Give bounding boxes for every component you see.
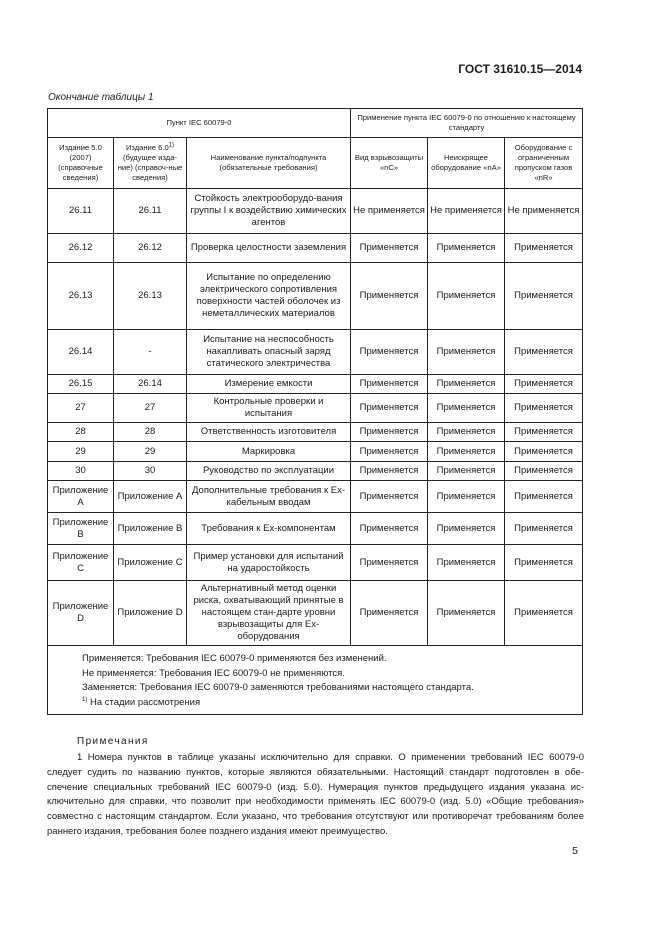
cell-clause-name: Измерение емкости [187, 375, 351, 394]
cell-clause-name: Дополнительные требования к Ex-кабельным вводам [187, 481, 351, 513]
cell-edition-6: - [114, 330, 187, 375]
table-caption: Окончание таблицы 1 [48, 92, 154, 103]
cell-edition-5: 26.14 [48, 330, 114, 375]
legend-replaced: Заменяется: Требования IEC 60079-0 заменяются требованиями настоящего стандарта. [82, 682, 474, 693]
footnote-text: На стадии рассмотрения [87, 696, 201, 708]
table-row [48, 330, 583, 375]
cell-nA: Применяется [428, 513, 505, 545]
cell-edition-5: 26.13 [48, 263, 114, 330]
cell-nR: Применяется [505, 375, 583, 394]
cell-nC: Применяется [351, 263, 428, 330]
cell-nA: Применяется [428, 330, 505, 375]
edition-6-rest: (будущее изда-ние) (справоч-ные сведения) [117, 153, 183, 182]
cell-nC: Применяется [351, 234, 428, 263]
table-row [48, 234, 583, 263]
header-group-clause: Пункт IEC 60079-0 [48, 109, 351, 138]
cell-edition-6: 26.13 [114, 263, 187, 330]
cell-nA: Применяется [428, 462, 505, 481]
cell-nA: Применяется [428, 545, 505, 581]
cell-edition-6: 30 [114, 462, 187, 481]
cell-nR: Применяется [505, 234, 583, 263]
footnote [82, 696, 582, 711]
cell-nA: Применяется [428, 375, 505, 394]
cell-nC: Применяется [351, 375, 428, 394]
table-row [48, 481, 583, 513]
cell-edition-6: Приложение C [114, 545, 187, 581]
table-legend [48, 646, 583, 715]
header-edition-5: Издание 5.0 (2007) (справочные сведения) [48, 138, 114, 189]
cell-edition-5: Приложение B [48, 513, 114, 545]
table-row [48, 462, 583, 481]
cell-nA: Применяется [428, 394, 505, 423]
cell-nA: Применяется [428, 581, 505, 646]
cell-edition-5: 27 [48, 394, 114, 423]
cell-nC: Применяется [351, 481, 428, 513]
cell-edition-6: 28 [114, 423, 187, 442]
header-nC: Вид взрывозащиты «nC» [351, 138, 428, 189]
header-nR: Оборудование с ограниченным пропуском газов «nR» [505, 138, 583, 189]
cell-edition-5: Приложение A [48, 481, 114, 513]
cell-clause-name: Ответственность изготовителя [187, 423, 351, 442]
cell-nC: Применяется [351, 513, 428, 545]
table-row [48, 375, 583, 394]
cell-clause-name: Альтернативный метод оценки риска, охватывающий принятые в настоящем стан-дарте уровни взрывозащиты для Ex-оборудования [187, 581, 351, 646]
cell-edition-6: Приложение B [114, 513, 187, 545]
cell-clause-name: Проверка целостности заземления [187, 234, 351, 263]
cell-nR: Применяется [505, 423, 583, 442]
cell-edition-5: 30 [48, 462, 114, 481]
cell-nC: Применяется [351, 462, 428, 481]
header-clause-name: Наименование пункта/подпункта (обязательные требования) [187, 138, 351, 189]
page-number: 5 [572, 845, 578, 857]
cell-edition-5: Приложение C [48, 545, 114, 581]
table-row [48, 581, 583, 646]
cell-nC: Применяется [351, 581, 428, 646]
cell-edition-6: 27 [114, 394, 187, 423]
cell-edition-6: 29 [114, 442, 187, 462]
cell-edition-5: 28 [48, 423, 114, 442]
cell-nR: Применяется [505, 581, 583, 646]
cell-clause-name: Стойкость электрооборудо-вания группы I к воздействию химических агентов [187, 189, 351, 234]
header-nA: Неискрящее оборудование «nA» [428, 138, 505, 189]
cell-nR: Применяется [505, 513, 583, 545]
table-row [48, 545, 583, 581]
cell-nC: Применяется [351, 442, 428, 462]
cell-edition-5: Приложение D [48, 581, 114, 646]
cell-edition-6: 26.12 [114, 234, 187, 263]
cell-clause-name: Пример установки для испытаний на ударостойкость [187, 545, 351, 581]
cell-nA: Применяется [428, 481, 505, 513]
cell-nR: Применяется [505, 442, 583, 462]
legend-not-applies: Не применяется: Требования IEC 60079-0 не применяются. [82, 667, 345, 679]
table-row [48, 394, 583, 423]
cell-nA: Применяется [428, 234, 505, 263]
table-row [48, 423, 583, 442]
cell-edition-5: 26.11 [48, 189, 114, 234]
cell-nR: Применяется [505, 330, 583, 375]
cell-edition-6: 26.14 [114, 375, 187, 394]
table-row [48, 189, 583, 234]
table-row [48, 513, 583, 545]
cell-nA: Применяется [428, 263, 505, 330]
cell-clause-name: Руководство по эксплуатации [187, 462, 351, 481]
cell-edition-5: 29 [48, 442, 114, 462]
cell-nA: Применяется [428, 423, 505, 442]
cell-nR: Применяется [505, 462, 583, 481]
cell-clause-name: Испытание по определению электрического сопротивления поверхности частей оболочек из неметаллических материалов [187, 263, 351, 330]
cell-nR: Не применяется [505, 189, 583, 234]
cell-edition-6: 26.11 [114, 189, 187, 234]
cell-nC: Применяется [351, 330, 428, 375]
cell-nC: Не применяется [351, 189, 428, 234]
footnote-ref: 1) [168, 142, 175, 149]
header-group-application: Применение пункта IEC 60079-0 по отношению к настоящему стандарту [351, 109, 583, 138]
cell-clause-name: Испытание на неспособность накапливать опасный заряд статического электричества [187, 330, 351, 375]
table-row [48, 263, 583, 330]
cell-nC: Применяется [351, 394, 428, 423]
cell-nR: Применяется [505, 394, 583, 423]
cell-nC: Применяется [351, 545, 428, 581]
legend-applies: Применяется: Требования IEC 60079-0 применяются без изменений. [82, 653, 387, 664]
cell-clause-name: Требования к Ex-компонентам [187, 513, 351, 545]
notes-title: Примечания [77, 736, 149, 747]
table-row [48, 442, 583, 462]
requirements-table [47, 108, 583, 715]
cell-edition-6: Приложение A [114, 481, 187, 513]
cell-clause-name: Контрольные проверки и испытания [187, 394, 351, 423]
edition-6-label: Издание 6.0 [125, 143, 169, 152]
footnote-mark: 1) [82, 696, 88, 703]
cell-nR: Применяется [505, 545, 583, 581]
document-id: ГОСТ 31610.15—2014 [458, 62, 582, 76]
cell-nA: Применяется [428, 442, 505, 462]
notes-text: 1 Номера пунктов в таблице указаны исключительно для справки. О применении требований IEC 60079-0 следует судить по названию пунктов, которые являются обязательными. Настоящий стандарт подготовлен в обе-спечение специальных требований IEC 60079-0 (изд. 5.0). Нумерация пунктов предыдущего издания указана ис-ключительно для справки, что позволит при необходимости применять IEC 60079-0 (изд. 5.0) «Общие требования» совместно с настоящим стандартом. Если указано, что требования отсутствуют или противоречат требованиям более раннего издания, требования более позднего издания имеют преимущество. [47, 752, 584, 837]
cell-nR: Применяется [505, 481, 583, 513]
header-edition-6 [114, 138, 187, 189]
cell-edition-5: 26.12 [48, 234, 114, 263]
cell-edition-6: Приложение D [114, 581, 187, 646]
cell-edition-5: 26.15 [48, 375, 114, 394]
cell-nA: Не применяется [428, 189, 505, 234]
cell-nR: Применяется [505, 263, 583, 330]
cell-nC: Применяется [351, 423, 428, 442]
cell-clause-name: Маркировка [187, 442, 351, 462]
